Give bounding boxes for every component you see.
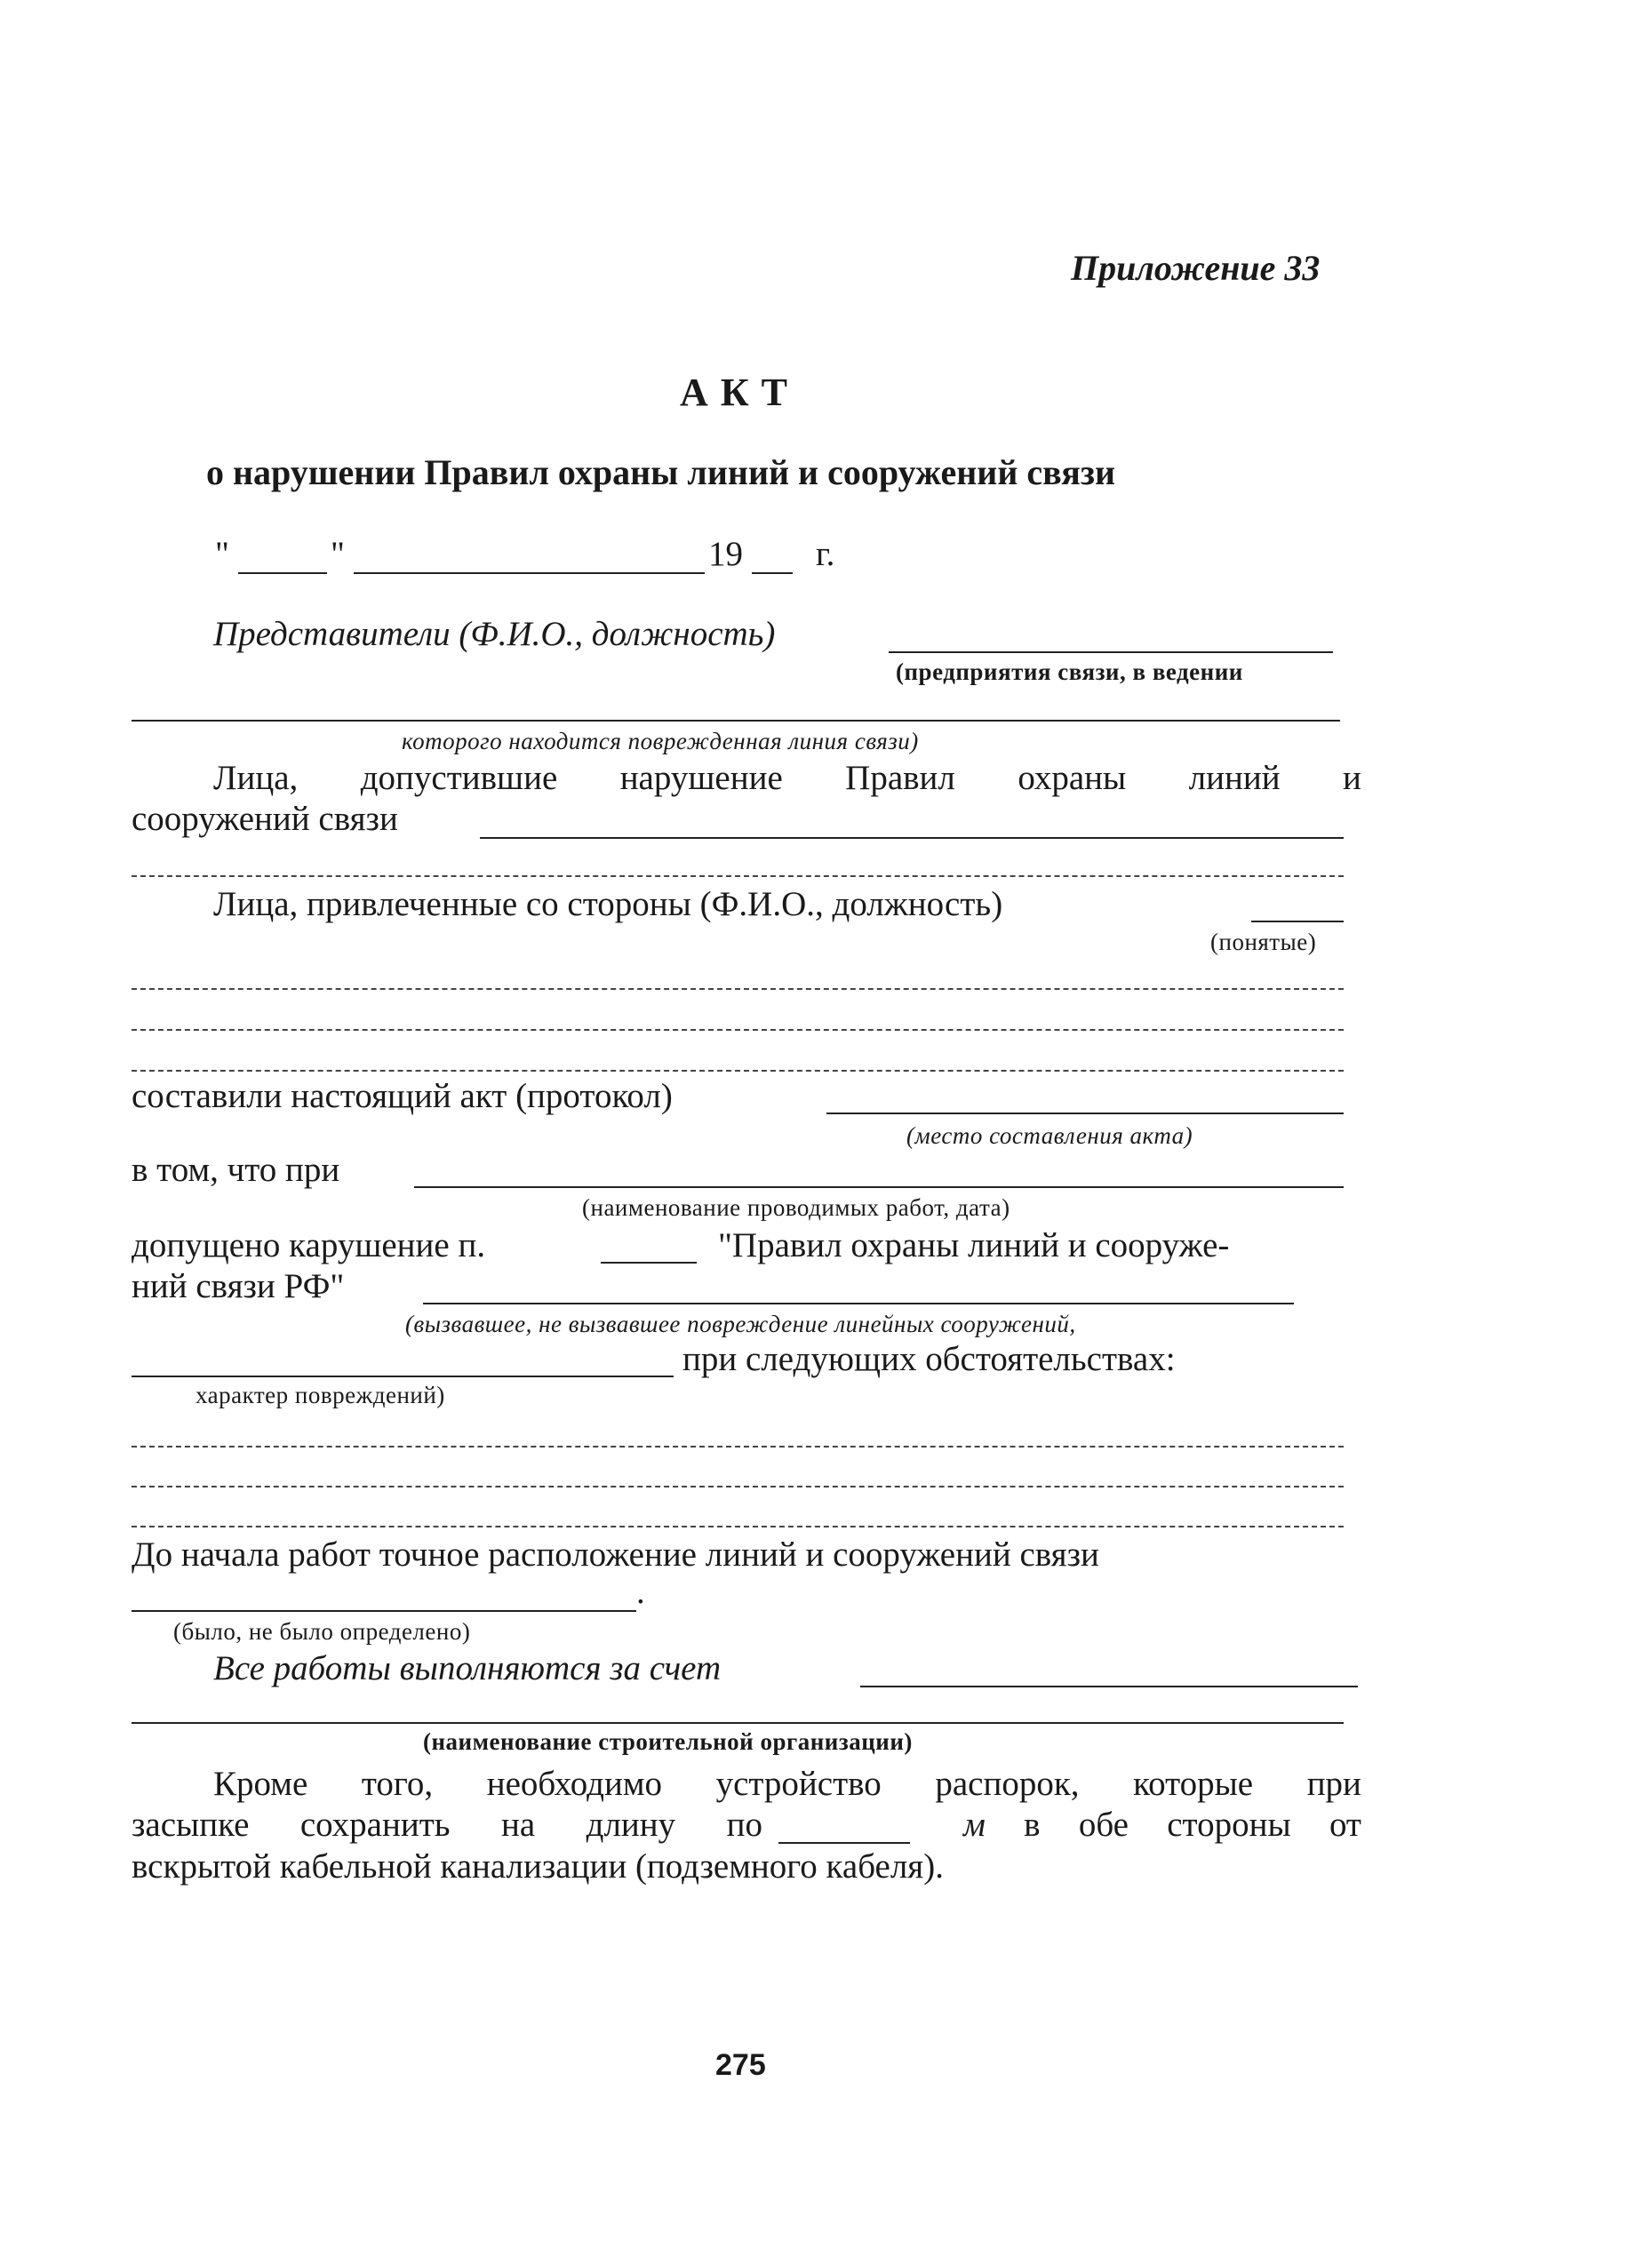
extra-line2-word-8: стороны [1167, 1806, 1291, 1844]
violation-hint-1: (вызвавшее, не вызвавшее повреждение линейных сооружений, [405, 1311, 1076, 1337]
appendix-label: Приложение 33 [1071, 248, 1321, 288]
extra-word-6: которые [1133, 1765, 1254, 1803]
extra-line-1 [213, 1763, 1361, 1806]
violators-word-5: охраны [1018, 759, 1127, 797]
violators-word-2: допустившие [360, 759, 558, 797]
extra-line2-word-9: от [1329, 1806, 1361, 1844]
extra-word-7: при [1306, 1765, 1361, 1803]
extra-line2-word-3: на [501, 1806, 536, 1844]
extra-line-2a [132, 1804, 762, 1846]
location-period: . [636, 1573, 645, 1611]
location-hint: (было, не было определено) [173, 1618, 471, 1645]
extra-line2-word-2: сохранить [299, 1806, 451, 1844]
compiled-place-field[interactable] [826, 1113, 1344, 1114]
violation-circumstances: при следующих обстоятельствах: [682, 1340, 1176, 1378]
violation-result-field[interactable] [423, 1303, 1294, 1304]
date-year-field[interactable] [752, 572, 793, 574]
when-works-field[interactable] [414, 1186, 1344, 1188]
when-hint: (наименование проводимых работ, дата) [582, 1194, 1010, 1221]
expense-label: Все работы выполняются за счет [213, 1649, 722, 1687]
date-quote-close: " [331, 535, 345, 573]
representatives-label: Представители (Ф.И.О., должность) [213, 615, 776, 653]
violators-word-6: линий [1188, 759, 1281, 797]
violation-point-field[interactable] [601, 1262, 697, 1264]
extra-word-3: необходимо [486, 1765, 663, 1803]
violators-field-2[interactable] [132, 875, 1344, 877]
violators-line-2: сооружений связи [132, 800, 398, 838]
date-month-field[interactable] [354, 572, 705, 574]
violators-word-7: и [1343, 759, 1361, 797]
location-line-1: До начала работ точное расположение линий и сооружений связи [132, 1535, 1099, 1574]
witnesses-field-4[interactable] [132, 1070, 1344, 1072]
expense-field-2[interactable] [132, 1722, 1344, 1724]
compiled-hint: (место составления акта) [906, 1122, 1193, 1149]
date-year-prefix: 19 [708, 535, 743, 573]
representatives-field[interactable] [889, 651, 1333, 653]
witnesses-field[interactable] [1251, 921, 1344, 922]
witnesses-field-2[interactable] [132, 988, 1344, 990]
expense-field[interactable] [860, 1686, 1358, 1687]
violation-line-2: ний связи РФ" [132, 1267, 345, 1305]
violators-field[interactable] [480, 837, 1344, 839]
violators-word-4: Правил [845, 759, 955, 797]
extra-line2-word-7: обе [1078, 1806, 1129, 1844]
circumstances-field-2[interactable] [132, 1486, 1344, 1487]
witnesses-label: Лица, привлеченные со стороны (Ф.И.О., должность) [213, 885, 1003, 923]
document-subtitle: о нарушении Правил охраны линий и сооружений связи [206, 452, 1115, 492]
extra-word-5: распорок, [935, 1765, 1080, 1803]
violators-word-1: Лица, [213, 759, 299, 797]
expense-hint: (наименование строительной организации) [423, 1728, 913, 1755]
extra-line2-word-5: по [726, 1806, 762, 1844]
violation-damage-field[interactable] [132, 1376, 674, 1377]
when-label: в том, что при [132, 1151, 340, 1189]
extra-word-4: устройство [715, 1765, 882, 1803]
violation-hint-2: характер повреждений) [196, 1382, 445, 1408]
violators-line-1 [213, 757, 1361, 800]
witnesses-field-3[interactable] [132, 1029, 1344, 1031]
circumstances-field-1[interactable] [132, 1446, 1344, 1448]
extra-line2-word-4: длину [586, 1806, 676, 1844]
date-day-field[interactable] [238, 572, 327, 574]
witnesses-hint: (понятые) [1210, 929, 1317, 955]
representatives-field-2[interactable] [132, 720, 1340, 722]
representatives-hint-1: (предприятия связи, в ведении [896, 658, 1243, 685]
extra-length-field[interactable] [778, 1842, 910, 1844]
violation-line-1b: "Правил охраны линий и сооруже- [718, 1226, 1230, 1264]
date-quote-open: " [215, 535, 229, 573]
location-field[interactable] [132, 1610, 636, 1612]
page-number: 275 [715, 2048, 766, 2082]
circumstances-field-3[interactable] [132, 1526, 1344, 1527]
compiled-label: составили настоящий акт (протокол) [132, 1077, 673, 1115]
extra-line2-word-1: засыпке [132, 1806, 250, 1844]
extra-line-3: вскрытой кабельной канализации (подземного кабеля). [132, 1847, 944, 1886]
violators-word-3: нарушение [619, 759, 783, 797]
representatives-hint-2: которого находится поврежденная линия связи) [402, 728, 919, 754]
extra-word-2: того, [361, 1765, 434, 1803]
extra-word-1: Кроме [213, 1765, 308, 1803]
date-year-suffix: г. [816, 535, 835, 573]
extra-line2-unit: м [963, 1806, 986, 1844]
extra-line-2b [963, 1804, 1361, 1846]
violation-line-1a: допущено карушение п. [132, 1226, 486, 1264]
document-title: АКТ [680, 371, 801, 414]
extra-line2-word-6: в [1024, 1806, 1041, 1844]
